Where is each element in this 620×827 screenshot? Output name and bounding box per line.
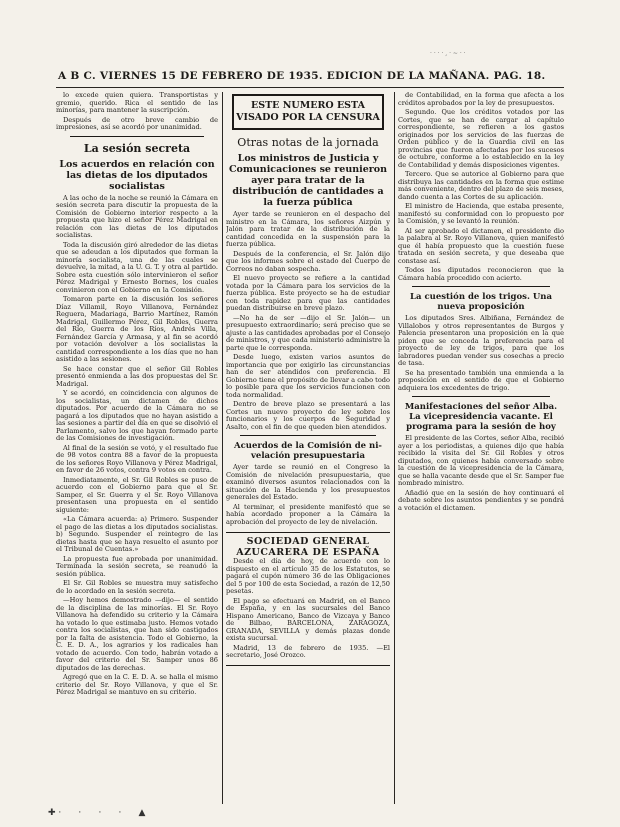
column-1 xyxy=(56,92,218,804)
paragraph: Dentro de breve plazo se presentará a las Cortes un nuevo proyecto de ley sobre los funcionarios y los cuerpos de Seguridad y Asalto, con el fin de que queden bien atendidos. xyxy=(226,400,390,431)
column-3 xyxy=(398,92,564,804)
paragraph: Tomaron parte en la discusión los señores Díaz Villamil, Royo Villanova, Fernández Reguera, Madariaga, Barrio Martínez, Ramón Madrigal, Guillermo Pérez, Gil Robles, Guerra del Río, Guerra de los Ríos, Andrés Villa, Fernández García y Armasa, y al fin se acordó por votación devolver a los socialistas la cantidad correspondiente a los días que no han asistido a las sesiones. xyxy=(56,295,218,363)
azucarera-notice-body xyxy=(226,558,390,660)
paragraph: «La Cámara acuerda: a) Primero. Suspender el pago de las dietas a los diputados socialistas. b) Segundo. Suspender el reintegro de las dietas hasta que se haya resuelto el asunto por el Tribunal de Cuentas.» xyxy=(56,515,218,553)
censorship-notice-box: ESTE NUMERO ESTA VISADO POR LA CENSURA xyxy=(232,94,384,130)
paragraph: Y se acordó, en coincidencia con algunos de los socialistas, un dictamen de dichos diputados. Por acuerdo de la Cámara no se pagará a los diputados que no hayan asistido a las sesiones a partir del día en que se disolvió el Parlamento, salvo los que hayan formado parte de las Comisiones de investigación. xyxy=(56,389,218,442)
wheat-question-headline: La cuestión de los trigos. Una nueva proposición xyxy=(410,292,552,312)
secret-session-heading: La sesión secreta xyxy=(83,141,191,155)
paragraph: —No ha de ser —dijo el Sr. Jalón— un presupuesto extraordinario; será preciso que se ajuste a las cantidades aprobadas por el Consejo de ministros, y que cada ministerio administre la parte que le corresponda. xyxy=(226,313,390,352)
paragraph: El presidente de las Cortes, señor Alba, recibió ayer a los periodistas, a quienes dijo que había recibido la visita del Sr. Gil Robles y otros diputados, con quienes había conversado sobre la cuestión de la vicepresidencia de la Cámara, que se halla vacante desde que el Sr. Samper fue nombrado ministro. xyxy=(398,434,564,487)
section-separator xyxy=(70,136,204,137)
section-separator xyxy=(240,435,376,436)
paragraph: Después de la conferencia, el Sr. Jalón dijo que los informes sobre el estado del Cuerpo de Correos no daban sospecha. xyxy=(226,249,390,273)
col1-lead-text xyxy=(56,92,218,132)
paragraph: Al final de la sesión se votó, y el resultado fue de 98 votos contra 88 a favor de la propuesta de los señores Royo Villanova y Pérez Madrigal, en favor de 26 votos, contra 9 votos en contra. xyxy=(56,443,218,474)
paragraph: Desde el día de hoy, de acuerdo con lo dispuesto en el artículo 35 de los Estatutos, se pagará el cupón número 36 de las Obligaciones del 5 por 100 de esta Sociedad, a razón de 12,50 pesetas. xyxy=(226,557,390,595)
paragraph: A las ocho de la noche se reunió la Cámara en sesión secreta para discutir la propuesta de la Comisión de Gobierno interior respecto a la propuesta que hizo el señor Pérez Madrigal en relación con las dietas de los diputados socialistas. xyxy=(56,193,218,239)
column-2 xyxy=(226,92,390,804)
paragraph: Madrid, 13 de febrero de 1935. —El secretario, José Orozco. xyxy=(226,643,390,659)
paragraph: Los diputados Sres. Albiñana, Fernández de Villalobos y otros representantes de Burgos y Palencia presentaron una proposición en la que piden que se conceda la preferencia para el proyecto de ley de trigos, para que los labradores puedan vender sus cosechas a precio de tasa. xyxy=(398,314,564,367)
paragraph: El pago se efectuará en Madrid, en el Banco de España, y en las sucursales del Banco Hispano Americano, Banco de Vizcaya y Banco de Bilbao, BARCELONA, ZARAGOZA, GRANADA, SEVILLA y demás plazas donde exista sucursal. xyxy=(226,596,390,642)
paragraph: Al terminar, el presidente manifestó que se había acordado proponer a la Cámara la aprobación del proyecto de ley de nivelación. xyxy=(226,502,390,526)
bottom-margin-marks: ✚ · · · · ▲ xyxy=(48,808,146,818)
socialist-dietas-headline: Los acuerdos en relación con las dietas de los diputados socialistas xyxy=(59,158,215,192)
column-rule-1 xyxy=(222,92,223,804)
paragraph: Ayer tarde se reunió en el Congreso la Comisión de nivelación presupuestaria, que examinó diversos asuntos relacionados con la situación de la Hacienda y los presupuestos generales del Estado. xyxy=(226,463,390,501)
paragraph: Inmediatamente, el Sr. Gil Robles se puso de acuerdo con el Gobierno para que el Sr. Samper, el Sr. Guerra y el Sr. Royo Villanova presentasen una propuesta en el sentido siguiente: xyxy=(56,475,218,514)
header-rule xyxy=(56,87,564,88)
other-notes-heading: Otras notas de la jornada xyxy=(237,136,379,149)
paragraph: Se ha presentado también una enmienda a la proposición en el sentido de que el Gobierno adquiera los excedentes de trigo. xyxy=(398,368,564,392)
paragraph: de Contabilidad, en la forma que afecta a los créditos aprobados por la ley de presupuestos. xyxy=(398,92,564,107)
paragraph: Agregó que en la C. E. D. A. se halla el mismo criterio del Sr. Royo Villanova, y que el Sr. Pérez Madrigal se mantuvo en su criterio. xyxy=(56,673,218,696)
azucarera-notice-title: SOCIEDAD GENERAL AZUCARERA DE ESPAÑA xyxy=(236,536,380,558)
page-header: A B C. VIERNES 15 DE FEBRERO DE 1935. EDICION DE LA MAÑANA. PAG. 18. xyxy=(58,70,546,82)
paragraph: Añadió que en la sesión de hoy continuará el debate sobre los asuntos pendientes y se pondrá a votación el dictamen. xyxy=(398,488,564,512)
column-rule-2 xyxy=(394,92,395,804)
paragraph: Desde luego, existen varios asuntos de importancia que por exigirlo las circunstancias han de ser atendidos con preferencia. El Gobierno tiene el propósito de llevar a cabo todo lo posible para que los servicios funcionen con toda normalidad. xyxy=(226,353,390,399)
paragraph: Toda la discusión giró alrededor de las dietas que se adeudan a los diputados que forman la minoría socialista, una de las cuales se devuelve, la mitad, a la U. G. T. y otra al partido. Sobre esta cuestión sólo intervinieron el señor Pérez Madrigal y Ernesto Bornes, los cuales convinieron con el Gobierno en la Comisión. xyxy=(56,240,218,294)
top-margin-marks: · · · · , · ~ · · xyxy=(430,50,466,57)
col3-lead-text-2 xyxy=(398,228,564,283)
paragraph: Todos los diputados reconocieron que la Cámara había procedido con acierto. xyxy=(398,266,564,282)
paragraph: El Sr. Gil Robles se muestra muy satisfecho de lo acordado en la sesión secreta. xyxy=(56,579,218,595)
section-separator xyxy=(412,396,550,397)
azucarera-notice xyxy=(226,532,390,666)
ministers-meeting-headline: Los ministros de Justicia y Comunicaciones se reunieron ayer para tratar de la distribución de cantidades a la fuerza pública xyxy=(228,153,388,208)
paragraph: Ayer tarde se reunieron en el despacho del ministro en la Cámara, los señores Aizpún y Jalón para tratar de la distribución de la cantidad concedida en la suspensión para la fuerza pública. xyxy=(226,210,390,248)
paragraph: La propuesta fue aprobada por unanimidad. Terminada la sesión secreta, se reanudó la sesión pública. xyxy=(56,554,218,578)
budget-commission-headline: Acuerdos de la Comisión de ni- velación presupuestaria xyxy=(234,441,382,461)
paragraph: Después de otro breve cambio de impresiones, así se acordó por unanimidad. xyxy=(56,115,218,131)
paragraph: Se hace constar que el señor Gil Robles presentó enmienda a las dos propuestas del Sr. Madrigal. xyxy=(56,364,218,388)
section-separator xyxy=(412,286,550,287)
col3-wheat-body xyxy=(398,315,564,392)
paragraph: El nuevo proyecto se refiere a la cantidad votada por la Cámara para los servicios de la fuerza pública. Este proyecto se ha de estudiar con toda rapidez para que las cantidades puedan distribuirse en breve plazo. xyxy=(226,274,390,312)
col1-article-body xyxy=(56,195,218,697)
alba-statements-headline: Manifestaciones del señor Alba. La vicepresidencia vacante. El programa para la sesión de hoy xyxy=(404,402,558,432)
paragraph: El ministro de Hacienda, que estaba presente, manifestó su conformidad con lo propuesto por la Comisión, y se levantó la reunión. xyxy=(398,202,564,225)
col3-lead-text xyxy=(398,92,564,226)
col3-alba-body xyxy=(398,435,564,512)
paragraph: Al ser aprobado el dictamen, el presidente dio la palabra al Sr. Royo Villanova, quien manifestó que él había propuesto que la cuestión fuese tratada en sesión secreta, y que deseaba que constase así. xyxy=(398,226,564,265)
paragraph: lo excede quien quiera. Transportistas y gremio, querido. Rica el sentido de las minorías, para mantener la suscripción. xyxy=(56,92,218,114)
paragraph: —Hoy hemos demostrado —dijo— el sentido de la disciplina de las minorías. El Sr. Royo Villanova ha defendido su criterio y la Cámara ha votado lo que estimaba justo. Hemos votado contra los socialistas, que han sido castigados por la falta de asistencia. Todo el Gobierno, la C. E. D. A., los agrarios y los radicales han votado de acuerdo. Con todo, habrán votado a favor del criterio del Sr. Samper unos 86 diputados de las derechas. xyxy=(56,596,218,672)
col2-commission-body xyxy=(226,464,390,526)
paragraph: Tercero. Que se autorice al Gobierno para que distribuya las cantidades en la forma que estime más conveniente, dentro del plazo de seis meses, dando cuenta a las Cortes de su aplicación. xyxy=(398,170,564,201)
paragraph: Segundo. Que los créditos votados por las Cortes, que se han de cargar al capítulo correspondiente, se refieren a los gastos originados por los servicios de las fuerzas de Orden público y de la Guardia civil en las provincias que fueron afectadas por los sucesos de octubre, conforme a lo establecido en la ley de Contabilidad y demás disposiciones vigentes. xyxy=(398,108,564,169)
col2-article-body xyxy=(226,211,390,431)
